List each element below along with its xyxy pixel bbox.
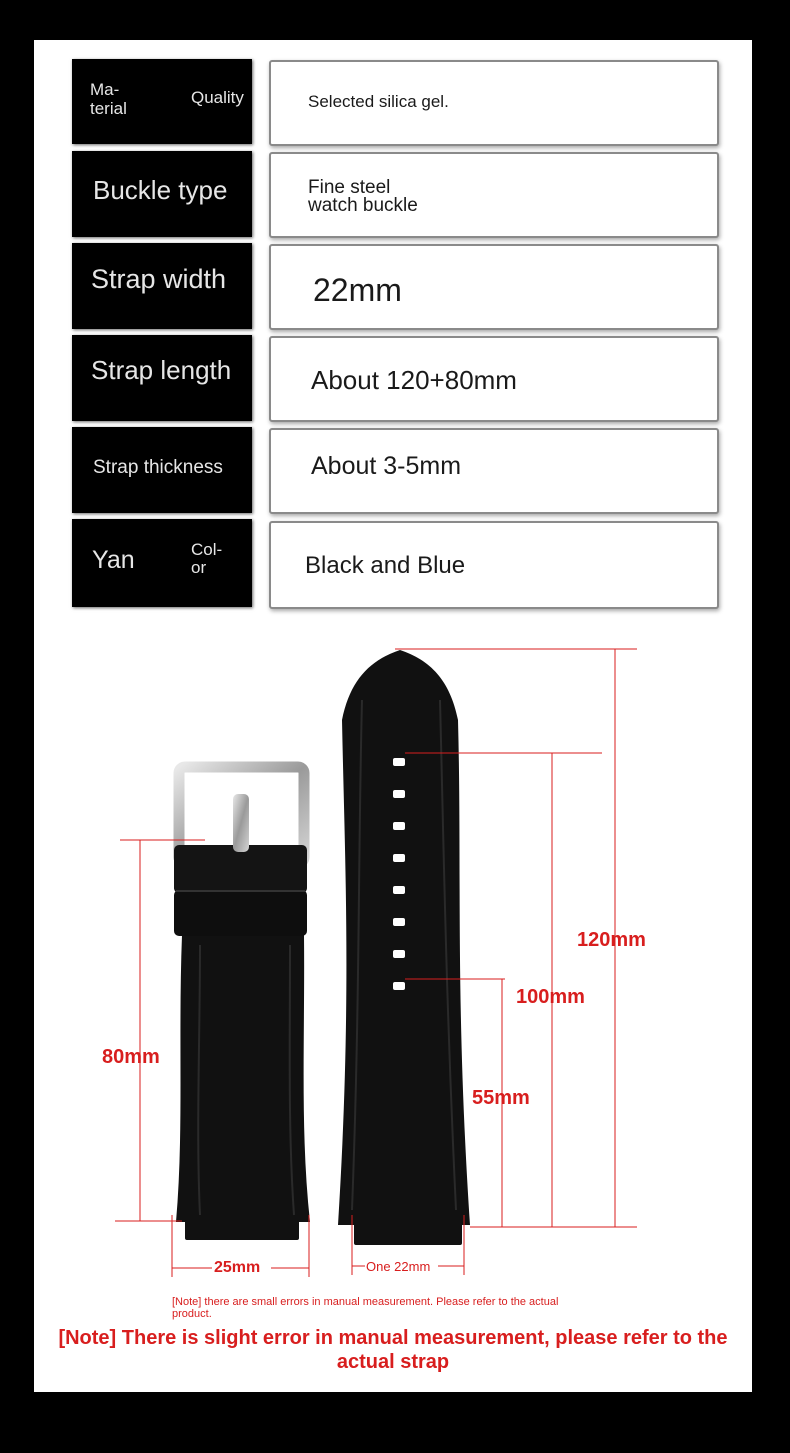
dim-label-55: 55mm	[472, 1087, 530, 1109]
dim-label-80: 80mm	[102, 1046, 160, 1068]
note-small-line1: [Note] there are small errors in manual measurement. Please refer to the actual	[172, 1296, 559, 1308]
material-label-part3: Quality	[191, 88, 244, 107]
buckle-value-line2: watch buckle	[308, 195, 418, 216]
material-value: Selected silica gel.	[308, 92, 449, 111]
note-small-line2: product.	[172, 1308, 212, 1320]
length-label: Strap length	[91, 355, 232, 385]
thickness-value: About 3-5mm	[311, 452, 462, 480]
buckle-tongue-icon	[233, 794, 249, 852]
note-large-line2: actual strap	[336, 1351, 450, 1373]
holed-strap	[338, 650, 470, 1245]
strap-hole	[393, 982, 405, 990]
color-label-part2: Col-	[191, 540, 223, 559]
note-large	[34, 1326, 752, 1374]
width-label: Strap width	[91, 264, 227, 294]
dim-label-100: 100mm	[516, 986, 585, 1008]
strap-loop-upper	[174, 845, 307, 893]
strap-hole	[393, 790, 405, 798]
color-label-part1: Yan	[92, 546, 135, 574]
length-value: About 120+80mm	[311, 365, 517, 395]
dim-label-25: 25mm	[214, 1259, 261, 1276]
strap-hole	[393, 854, 405, 862]
strap-end-left	[185, 1220, 299, 1240]
color-value: Black and Blue	[305, 552, 466, 579]
color-label-part3: or	[191, 558, 207, 577]
width-value: 22mm	[313, 272, 402, 308]
strap-hole	[393, 918, 405, 926]
strap-hole	[393, 758, 405, 766]
strap-hole	[393, 822, 405, 830]
strap-loop-lower	[174, 890, 307, 936]
strap-hole	[393, 950, 405, 958]
material-label-part1: Ma-	[90, 80, 120, 99]
dim-label-120: 120mm	[577, 929, 646, 951]
material-label-part2: terial	[90, 99, 127, 118]
buckle-strap	[174, 767, 310, 1240]
buckle-value-line1: Fine steel	[308, 177, 391, 198]
dim-label-22: One 22mm	[366, 1259, 431, 1274]
buckle-label: Buckle type	[93, 175, 228, 205]
strap-end-right	[354, 1223, 462, 1245]
thickness-label: Strap thickness	[93, 457, 223, 478]
strap-hole	[393, 886, 405, 894]
note-large-line1: [Note] There is slight error in manual measurement, please refer to the	[58, 1327, 728, 1349]
